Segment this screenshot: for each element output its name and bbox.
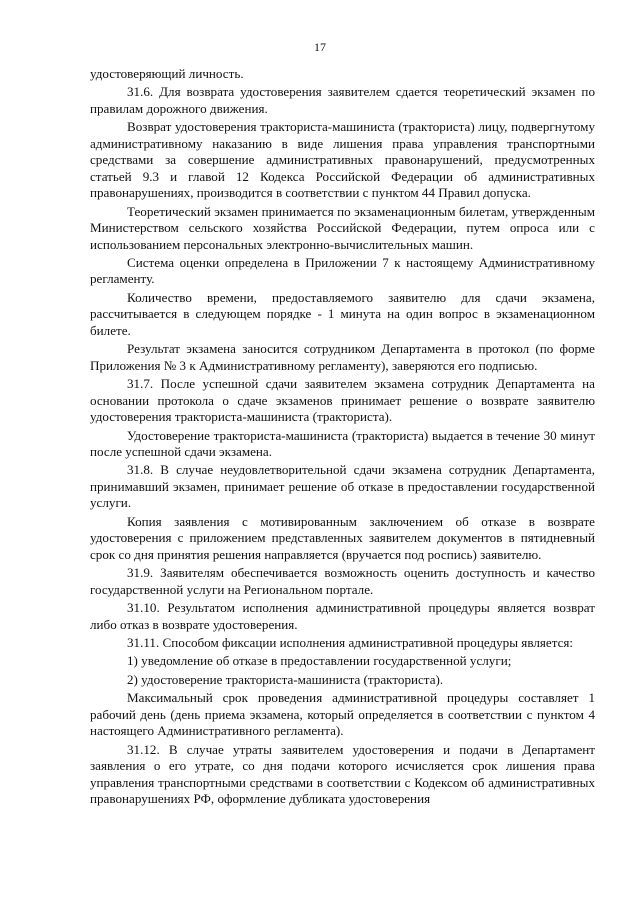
paragraph-grading-system: Система оценки определена в Приложении 7 к настоящему Административному регламенту. [90,254,595,287]
paragraph-31-10: 31.10. Результатом исполнения административной процедуры является возврат либо отказ в возврате удостоверения. [90,600,595,632]
paragraph-31-7: 31.7. После успешной сдачи заявителем экзамена сотрудник Департамента на основании протокола о сдаче экзаменов принимает решение о возврате заявителю удостоверения тракториста-машиниста (тракториста). [90,376,595,425]
paragraph-exam-result: Результат экзамена заносится сотрудником Департамента в протокол (по форме Приложения № 3 к Административному регламенту), заверяются его подписью. [90,341,595,373]
paragraph-exam-time: Количество времени, предоставляемого заявителю для сдачи экзамена, рассчитывается в следующем порядке - 1 минута на один вопрос в экзаменационном билете. [90,289,595,338]
paragraph-theory-exam: Теоретический экзамен принимается по экзаменационным билетам, утвержденным Министерством сельского хозяйства Российской Федерации, путем опроса или с использованием персональных электронно-вычислительных машин. [90,203,595,252]
paragraph-continuation: удостоверяющий личность. [90,66,244,81]
paragraph-refusal-copy: Копия заявления с мотивированным заключением об отказе в возврате удостоверения с приложением представленных заявителем документов в пятидневный срок со дня принятия решения направляется (вручается под роспись) заявителю. [90,513,595,562]
paragraph-31-6: 31.6. Для возврата удостоверения заявителем сдается теоретический экзамен по правилам дорожного движения. [90,84,595,116]
list-item-2: 2) удостоверение тракториста-машиниста (тракториста). [127,671,444,687]
paragraph-31-12: 31.12. В случае утраты заявителем удостоверения и подачи в Департамент заявления о его утрате, со дня подачи которого исчисляется срок лишения права управления транспортными средствами в соответствии с Кодексом об административных правонарушениях РФ, оформление дубликата удостоверения [90,741,595,807]
page-number: 17 [314,40,326,54]
paragraph-return-license: Возврат удостоверения тракториста-машиниста (тракториста) лицу, подвергнутому административному наказанию в виде лишения права управления транспортными средствами за совершение административных правонарушений, предусмотренных статьей 9.3 и главой 12 Кодекса Российской Федерации об административных правонарушениях, производится в соответствии с пунктом 44 Правил допуска. [90,119,595,201]
paragraph-31-11: 31.11. Способом фиксации исполнения административной процедуры является: [127,634,574,650]
document-body [90,66,595,809]
list-item-1: 1) уведомление об отказе в предоставлении государственной услуги; [127,653,512,669]
paragraph-max-duration: Максимальный срок проведения административной процедуры составляет 1 рабочий день (день приема экзамена, который определяется в соответствии с пунктом 4 настоящего Административного регламента). [90,690,595,739]
paragraph-31-9: 31.9. Заявителям обеспечивается возможность оценить доступность и качество государственной услуги на Региональном портале. [90,565,595,597]
paragraph-31-8: 31.8. В случае неудовлетворительной сдачи экзамена сотрудник Департамента, принимавший экзамен, принимает решение об отказе в предоставлении государственной услуги. [90,462,595,511]
paragraph-issue-time: Удостоверение тракториста-машиниста (тракториста) выдается в течение 30 минут после успешной сдачи экзамена. [90,427,595,459]
